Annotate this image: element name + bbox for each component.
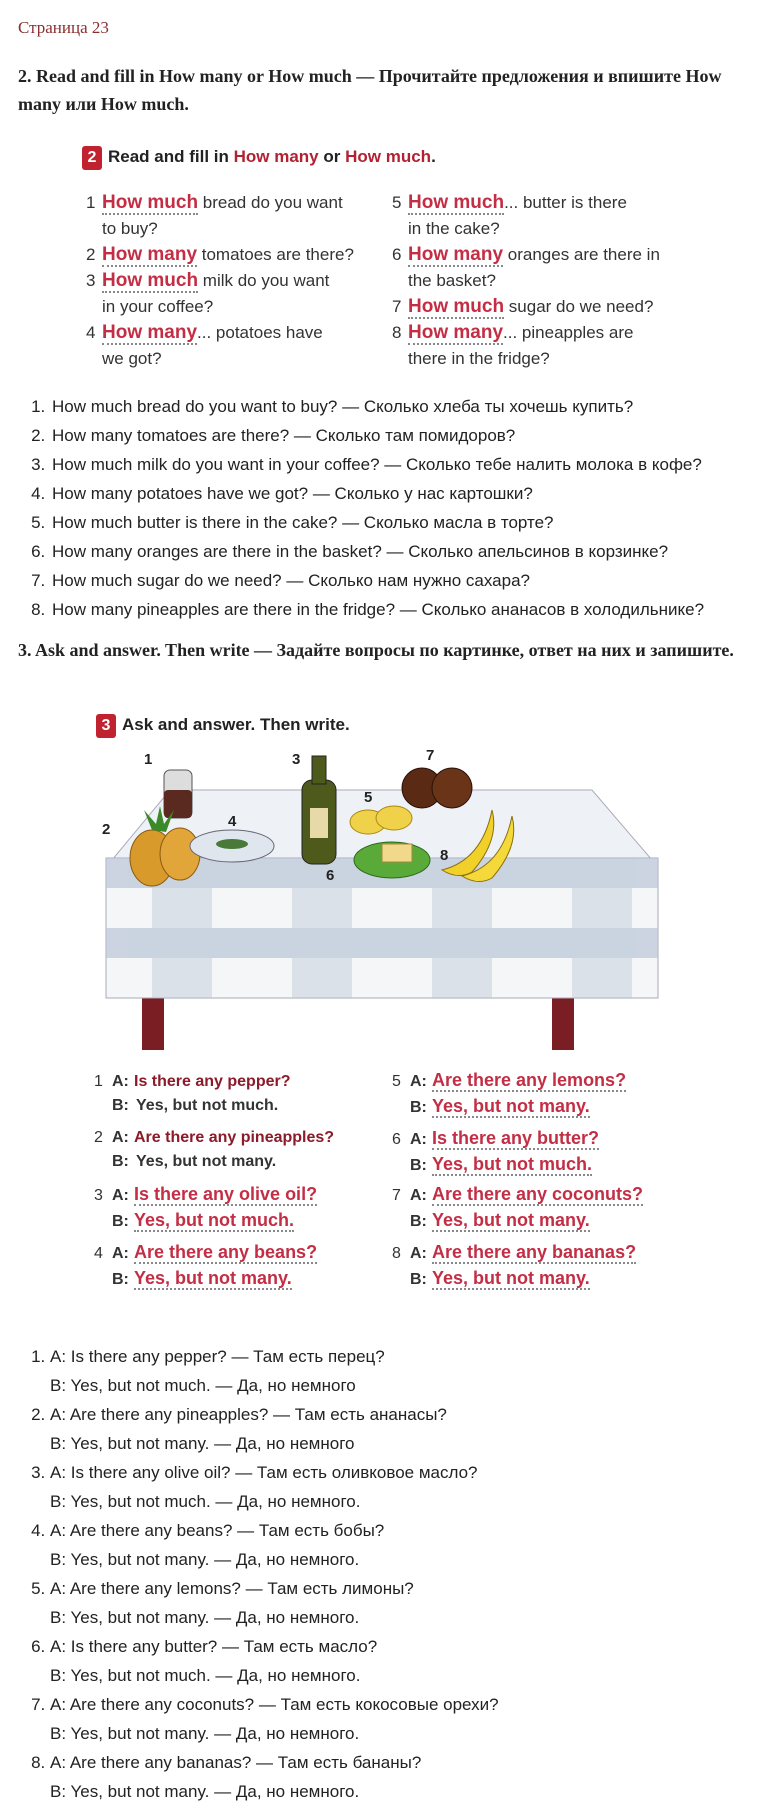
exercise-item: 7 How much sugar do we need? xyxy=(392,296,654,317)
exercise-item: 4 How many... potatoes have we got? xyxy=(86,322,323,368)
list-item: 2. A: Are there any pineapples? — Там есть ананасы? B: Yes, but not many. — Да, но немного xyxy=(50,1400,773,1458)
exercise-item: 2 How many tomatoes are there? xyxy=(86,244,354,265)
list-item: 1. A: Is there any pepper? — Там есть перец? B: Yes, but not much. — Да, но немного xyxy=(50,1342,773,1400)
exercise-badge: 3 xyxy=(96,714,116,738)
qa-pair: 4 A: Are there any beans? B: Yes, but not many. xyxy=(94,1242,318,1288)
exercise2-header: 2 Read and fill in How many or How much. xyxy=(82,146,436,170)
picture-number: 6 xyxy=(326,867,335,884)
picture-number: 3 xyxy=(292,751,301,768)
list-item: 1. How much bread do you want to buy? — Сколько хлеба ты хочешь купить? xyxy=(50,392,773,421)
list-item: 5. A: Are there any lemons? — Там есть лимоны? B: Yes, but not many. — Да, но немного. xyxy=(50,1574,773,1632)
qa-pair: 7 A: Are there any coconuts? B: Yes, but not many. xyxy=(392,1184,644,1230)
qa-pair: 5 A: Are there any lemons? B: Yes, but not many. xyxy=(392,1070,627,1116)
picture-number: 5 xyxy=(364,789,373,806)
exercise-item: 3 How much milk do you want in your coffee? xyxy=(86,270,330,316)
coconut xyxy=(432,768,472,808)
exercise-badge: 2 xyxy=(82,146,102,170)
list-item: 7. A: Are there any coconuts? — Там есть кокосовые орехи? B: Yes, but not many. — Да, но немного. xyxy=(50,1690,773,1748)
picture-number: 4 xyxy=(228,813,237,830)
table-leg xyxy=(552,990,574,1050)
exercise3-header: 3 Ask and answer. Then write. xyxy=(96,714,350,738)
lemon xyxy=(376,806,412,830)
qa-pair: 2 A: Are there any pineapples? B: Yes, but not many. xyxy=(94,1129,335,1170)
exercise3-image xyxy=(92,710,692,1310)
task2-heading: 2. Read and fill in How many or How much — Прочитайте предложения и впишите How many или How much. xyxy=(18,66,722,114)
picture-number: 8 xyxy=(440,847,449,864)
qa-pair: 1 A: Is there any pepper? B: Yes, but not much. xyxy=(94,1073,291,1114)
list-item: 5. How much butter is there in the cake? — Сколько масла в торте? xyxy=(50,508,773,537)
qa-pair: 8 A: Are there any bananas? B: Yes, but not many. xyxy=(392,1242,637,1288)
picture-number: 7 xyxy=(426,750,435,764)
exercise-item: 5 How much... butter is there in the cake? xyxy=(392,192,627,238)
exercise-item: 1 How much bread do you want to buy? xyxy=(86,192,343,238)
list-item: 3. How much milk do you want in your coffee? — Сколько тебе налить молока в кофе? xyxy=(50,450,773,479)
exercise-item: 8 How many... pineapples are there in the fridge? xyxy=(392,322,634,368)
table-illustration xyxy=(92,750,692,1060)
list-item: 7. How much sugar do we need? — Сколько нам нужно сахара? xyxy=(50,566,773,595)
qa-pair: 3 A: Is there any olive oil? B: Yes, but not much. xyxy=(94,1184,318,1230)
list-item: 6. A: Is there any butter? — Там есть масло? B: Yes, but not much. — Да, но немного. xyxy=(50,1632,773,1690)
list-item: 6. How many oranges are there in the basket? — Сколько апельсинов в корзинке? xyxy=(50,537,773,566)
picture-number: 2 xyxy=(102,821,111,838)
translation-list xyxy=(18,392,773,624)
list-item: 3. A: Is there any olive oil? — Там есть оливковое масло? B: Yes, but not much. — Да, но немного. xyxy=(50,1458,773,1516)
table-leg xyxy=(142,990,164,1050)
pineapple xyxy=(160,828,200,880)
task3-heading: 3. Ask and answer. Then write — Задайте вопросы по картинке, ответ на них и запишите. xyxy=(18,640,734,660)
exercise-item: 6 How many oranges are there in the basket? xyxy=(392,244,660,290)
list-item: 8. A: Are there any bananas? — Там есть бананы? B: Yes, but not many. — Да, но немного. xyxy=(50,1748,773,1806)
dialog-list xyxy=(18,1342,773,1806)
page-title: Страница 23 xyxy=(18,18,109,37)
list-item: 4. A: Are there any beans? — Там есть бобы? B: Yes, but not many. — Да, но немного. xyxy=(50,1516,773,1574)
picture-number: 1 xyxy=(144,751,153,768)
list-item: 2. How many tomatoes are there? — Сколько там помидоров? xyxy=(50,421,773,450)
list-item: 8. How many pineapples are there in the fridge? — Сколько ананасов в холодильнике? xyxy=(50,595,773,624)
qa-pair: 6 A: Is there any butter? B: Yes, but not much. xyxy=(392,1128,600,1174)
list-item: 4. How many potatoes have we got? — Сколько у нас картошки? xyxy=(50,479,773,508)
exercise2-image xyxy=(78,140,690,380)
